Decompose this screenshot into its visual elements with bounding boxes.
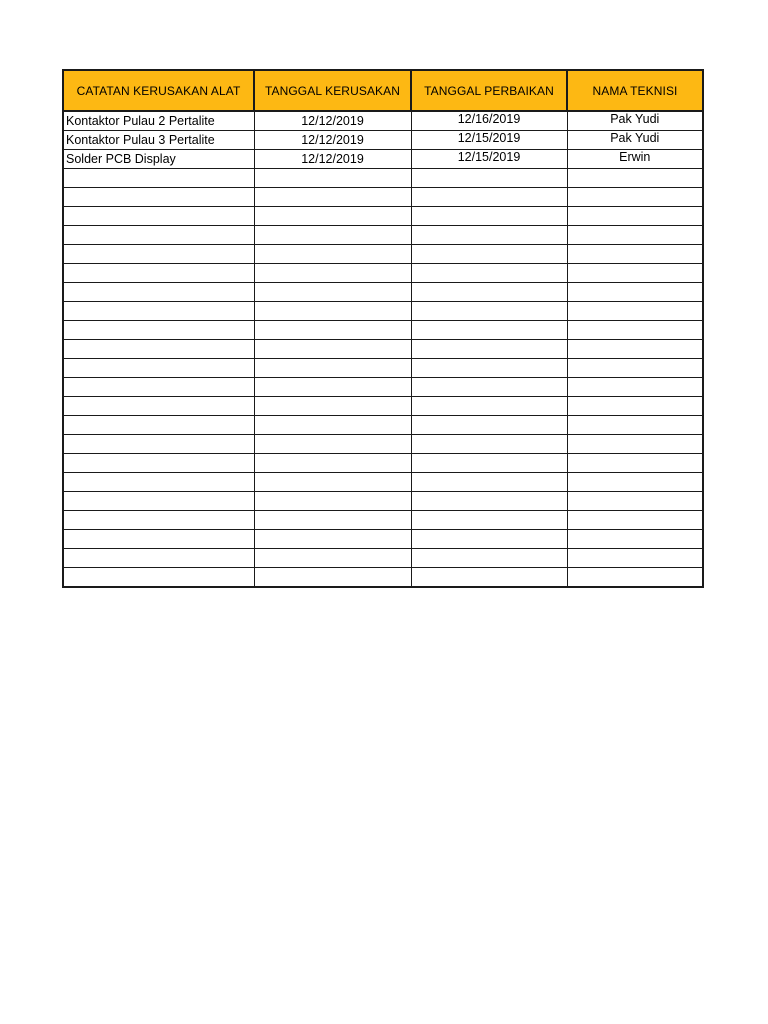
- cell-damage-date[interactable]: 12/12/2019: [254, 131, 411, 150]
- header-technician: NAMA TEKNISI: [567, 70, 703, 111]
- cell-technician[interactable]: Pak Yudi: [567, 131, 703, 150]
- cell-repair-date[interactable]: [411, 568, 567, 588]
- cell-technician[interactable]: [567, 283, 703, 302]
- cell-damage-date[interactable]: [254, 207, 411, 226]
- cell-item[interactable]: [63, 454, 254, 473]
- cell-repair-date[interactable]: 12/15/2019: [411, 150, 567, 169]
- table-row: [63, 169, 703, 188]
- table-row: [63, 264, 703, 283]
- table-row: [63, 321, 703, 340]
- cell-technician[interactable]: [567, 492, 703, 511]
- cell-item[interactable]: [63, 416, 254, 435]
- table-row: [63, 245, 703, 264]
- cell-technician[interactable]: [567, 207, 703, 226]
- cell-item[interactable]: [63, 245, 254, 264]
- cell-technician[interactable]: [567, 473, 703, 492]
- cell-technician[interactable]: [567, 321, 703, 340]
- table-row: [63, 302, 703, 321]
- cell-damage-date[interactable]: [254, 302, 411, 321]
- table-row: [63, 435, 703, 454]
- table-row: [63, 283, 703, 302]
- table-row: [63, 188, 703, 207]
- cell-repair-date[interactable]: [411, 283, 567, 302]
- cell-technician[interactable]: [567, 568, 703, 588]
- cell-technician[interactable]: [567, 416, 703, 435]
- cell-repair-date[interactable]: [411, 473, 567, 492]
- cell-item[interactable]: [63, 492, 254, 511]
- cell-item[interactable]: [63, 207, 254, 226]
- cell-technician[interactable]: [567, 340, 703, 359]
- cell-damage-date[interactable]: 12/12/2019: [254, 150, 411, 169]
- cell-technician[interactable]: [567, 530, 703, 549]
- cell-item[interactable]: [63, 283, 254, 302]
- cell-damage-date[interactable]: [254, 321, 411, 340]
- cell-repair-date[interactable]: [411, 169, 567, 188]
- cell-technician[interactable]: [567, 226, 703, 245]
- cell-repair-date[interactable]: 12/15/2019: [411, 131, 567, 150]
- cell-item[interactable]: [63, 264, 254, 283]
- cell-item[interactable]: [63, 397, 254, 416]
- cell-repair-date[interactable]: 12/16/2019: [411, 111, 567, 131]
- cell-repair-date[interactable]: [411, 188, 567, 207]
- cell-item[interactable]: [63, 473, 254, 492]
- cell-technician[interactable]: [567, 397, 703, 416]
- table-row: [63, 549, 703, 568]
- cell-repair-date[interactable]: [411, 530, 567, 549]
- cell-repair-date[interactable]: [411, 302, 567, 321]
- cell-item[interactable]: [63, 188, 254, 207]
- cell-damage-date[interactable]: [254, 245, 411, 264]
- cell-technician[interactable]: [567, 549, 703, 568]
- cell-damage-date[interactable]: [254, 454, 411, 473]
- header-damage-date: TANGGAL KERUSAKAN: [254, 70, 411, 111]
- cell-technician[interactable]: [567, 454, 703, 473]
- table-row: [63, 397, 703, 416]
- table-row: [63, 359, 703, 378]
- cell-technician[interactable]: [567, 378, 703, 397]
- cell-damage-date[interactable]: [254, 359, 411, 378]
- table-row: [63, 454, 703, 473]
- cell-item[interactable]: [63, 511, 254, 530]
- header-item: CATATAN KERUSAKAN ALAT: [63, 70, 254, 111]
- cell-damage-date[interactable]: [254, 226, 411, 245]
- cell-item[interactable]: Kontaktor Pulau 3 Pertalite: [63, 131, 254, 150]
- header-row: [63, 70, 703, 111]
- cell-item[interactable]: [63, 359, 254, 378]
- cell-damage-date[interactable]: [254, 264, 411, 283]
- table-body: [63, 111, 703, 587]
- cell-damage-date[interactable]: [254, 416, 411, 435]
- cell-technician[interactable]: [567, 264, 703, 283]
- table-row: [63, 511, 703, 530]
- cell-repair-date[interactable]: [411, 397, 567, 416]
- cell-technician[interactable]: [567, 188, 703, 207]
- cell-repair-date[interactable]: [411, 340, 567, 359]
- cell-damage-date[interactable]: [254, 397, 411, 416]
- cell-repair-date[interactable]: [411, 435, 567, 454]
- cell-repair-date[interactable]: [411, 454, 567, 473]
- cell-damage-date[interactable]: [254, 492, 411, 511]
- cell-repair-date[interactable]: [411, 416, 567, 435]
- cell-technician[interactable]: [567, 435, 703, 454]
- cell-technician[interactable]: [567, 245, 703, 264]
- table-row: [63, 416, 703, 435]
- cell-item[interactable]: [63, 340, 254, 359]
- table-row: [63, 492, 703, 511]
- cell-damage-date[interactable]: 12/12/2019: [254, 111, 411, 131]
- cell-item[interactable]: [63, 226, 254, 245]
- cell-item[interactable]: [63, 549, 254, 568]
- cell-technician[interactable]: [567, 511, 703, 530]
- table-row: [63, 226, 703, 245]
- cell-damage-date[interactable]: [254, 378, 411, 397]
- table-row: [63, 111, 703, 131]
- cell-item[interactable]: [63, 321, 254, 340]
- cell-item[interactable]: [63, 169, 254, 188]
- damage-log-sheet: [62, 69, 702, 588]
- cell-damage-date[interactable]: [254, 169, 411, 188]
- header-repair-date: TANGGAL PERBAIKAN: [411, 70, 567, 111]
- table-row: [63, 473, 703, 492]
- cell-repair-date[interactable]: [411, 226, 567, 245]
- cell-item[interactable]: [63, 302, 254, 321]
- cell-repair-date[interactable]: [411, 245, 567, 264]
- cell-item[interactable]: [63, 568, 254, 588]
- cell-item[interactable]: [63, 530, 254, 549]
- cell-damage-date[interactable]: [254, 549, 411, 568]
- cell-damage-date[interactable]: [254, 283, 411, 302]
- cell-repair-date[interactable]: [411, 378, 567, 397]
- table-row: [63, 207, 703, 226]
- cell-technician[interactable]: [567, 359, 703, 378]
- table-row: [63, 530, 703, 549]
- cell-repair-date[interactable]: [411, 359, 567, 378]
- cell-repair-date[interactable]: [411, 207, 567, 226]
- table-row: [63, 378, 703, 397]
- cell-damage-date[interactable]: [254, 435, 411, 454]
- table-row: [63, 340, 703, 359]
- damage-log-table: [62, 69, 704, 588]
- cell-technician[interactable]: Pak Yudi: [567, 111, 703, 131]
- cell-repair-date[interactable]: [411, 511, 567, 530]
- cell-item[interactable]: Solder PCB Display: [63, 150, 254, 169]
- cell-damage-date[interactable]: [254, 473, 411, 492]
- table-row: [63, 568, 703, 588]
- table-row: [63, 131, 703, 150]
- cell-repair-date[interactable]: [411, 492, 567, 511]
- cell-damage-date[interactable]: [254, 340, 411, 359]
- table-row: [63, 150, 703, 169]
- cell-technician[interactable]: Erwin: [567, 150, 703, 169]
- cell-damage-date[interactable]: [254, 530, 411, 549]
- cell-technician[interactable]: [567, 169, 703, 188]
- cell-damage-date[interactable]: [254, 511, 411, 530]
- cell-damage-date[interactable]: [254, 568, 411, 588]
- cell-repair-date[interactable]: [411, 549, 567, 568]
- cell-damage-date[interactable]: [254, 188, 411, 207]
- cell-item[interactable]: [63, 435, 254, 454]
- cell-item[interactable]: [63, 378, 254, 397]
- cell-repair-date[interactable]: [411, 321, 567, 340]
- cell-repair-date[interactable]: [411, 264, 567, 283]
- cell-technician[interactable]: [567, 302, 703, 321]
- cell-item[interactable]: Kontaktor Pulau 2 Pertalite: [63, 111, 254, 131]
